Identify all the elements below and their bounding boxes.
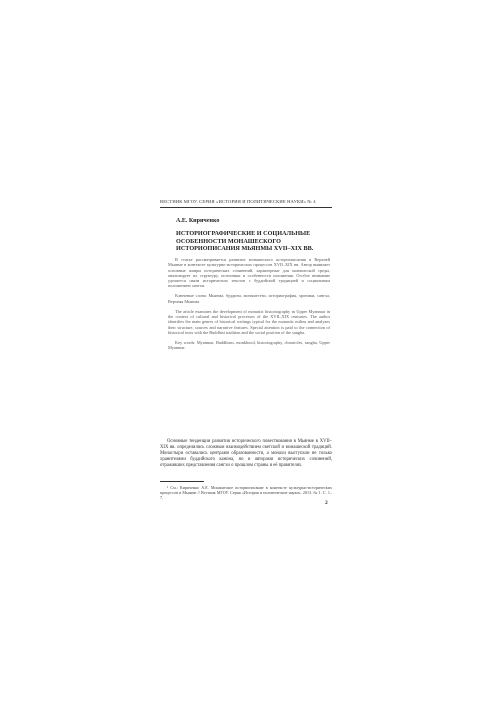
article-abstract [168,257,330,355]
running-head: ВЕСТНИК МГОУ. СЕРИЯ «ИСТОРИЯ И ПОЛИТИЧЕСКИЕ НАУКИ» № 4 [160,199,316,204]
footnote-text: ¹ См.: Кириченко А.Е. Монашеское историописание в контексте культурно-исторических процессов в Мьянме // Вестник МГОУ. Серия «История и политические науки». 2013. № 1. С. 1–7. [160,485,332,500]
abstract-russian: В статье рассматривается развитие монашеского историописания в Верхней Мьянме в контексте культурно-исторических процессов XVII–XIX вв. Автор выявляет основные жанры исторических сочинений, характерные для монашеской среды, анализирует их структуру, источники и особенности изложения. Особое внимание уделяется связи исторических текстов с буддийской традицией и социальным положением сангхи. [168,257,330,289]
article-title: ИСТОРИОГРАФИЧЕСКИЕ И СОЦИАЛЬНЫЕ ОСОБЕННОСТИ МОНАШЕСКОГО ИСТОРИОПИСАНИЯ МЬЯНМЫ XVII–XIX ВВ. [176,230,314,253]
article-body [160,439,332,469]
abstract-english: The article examines the development of monastic historiography in Upper Myanmar in the context of cultural and historical processes of the XVII–XIX centuries. The author identifies the main genres of historical writings typical for the monastic milieu and analyzes their structure, sources and narrative features. Special attention is paid to the connection of historical texts with the Buddhist tradition and the social position of the sangha. [168,308,330,335]
footnote-rule [160,481,204,482]
body-paragraph: Основные тенденции развития исторического повествования в Мьянме в XVII–XIX вв. определялись сложным взаимодействием светской и монашеской традиций. Монастыри оставались центрами образованности, а монахи выступали не только хранителями буддийского канона, но и авторами исторических сочинений, отражавших представления сангхи о прошлом страны и её правителях. [160,439,332,468]
keywords-english: Key words: Myanmar, Buddhism, monkhood, historiography, chronicles, sangha, Upper Myanmar. [168,339,330,351]
page-number: 2 [325,500,328,506]
footnote [160,485,332,500]
article-author: А.Е. Кириченко [176,218,220,224]
header-rule [160,207,332,208]
keywords-russian: Ключевые слова: Мьянма, буддизм, монашество, историография, хроники, сангха, Верхняя Мьянма. [168,293,330,304]
